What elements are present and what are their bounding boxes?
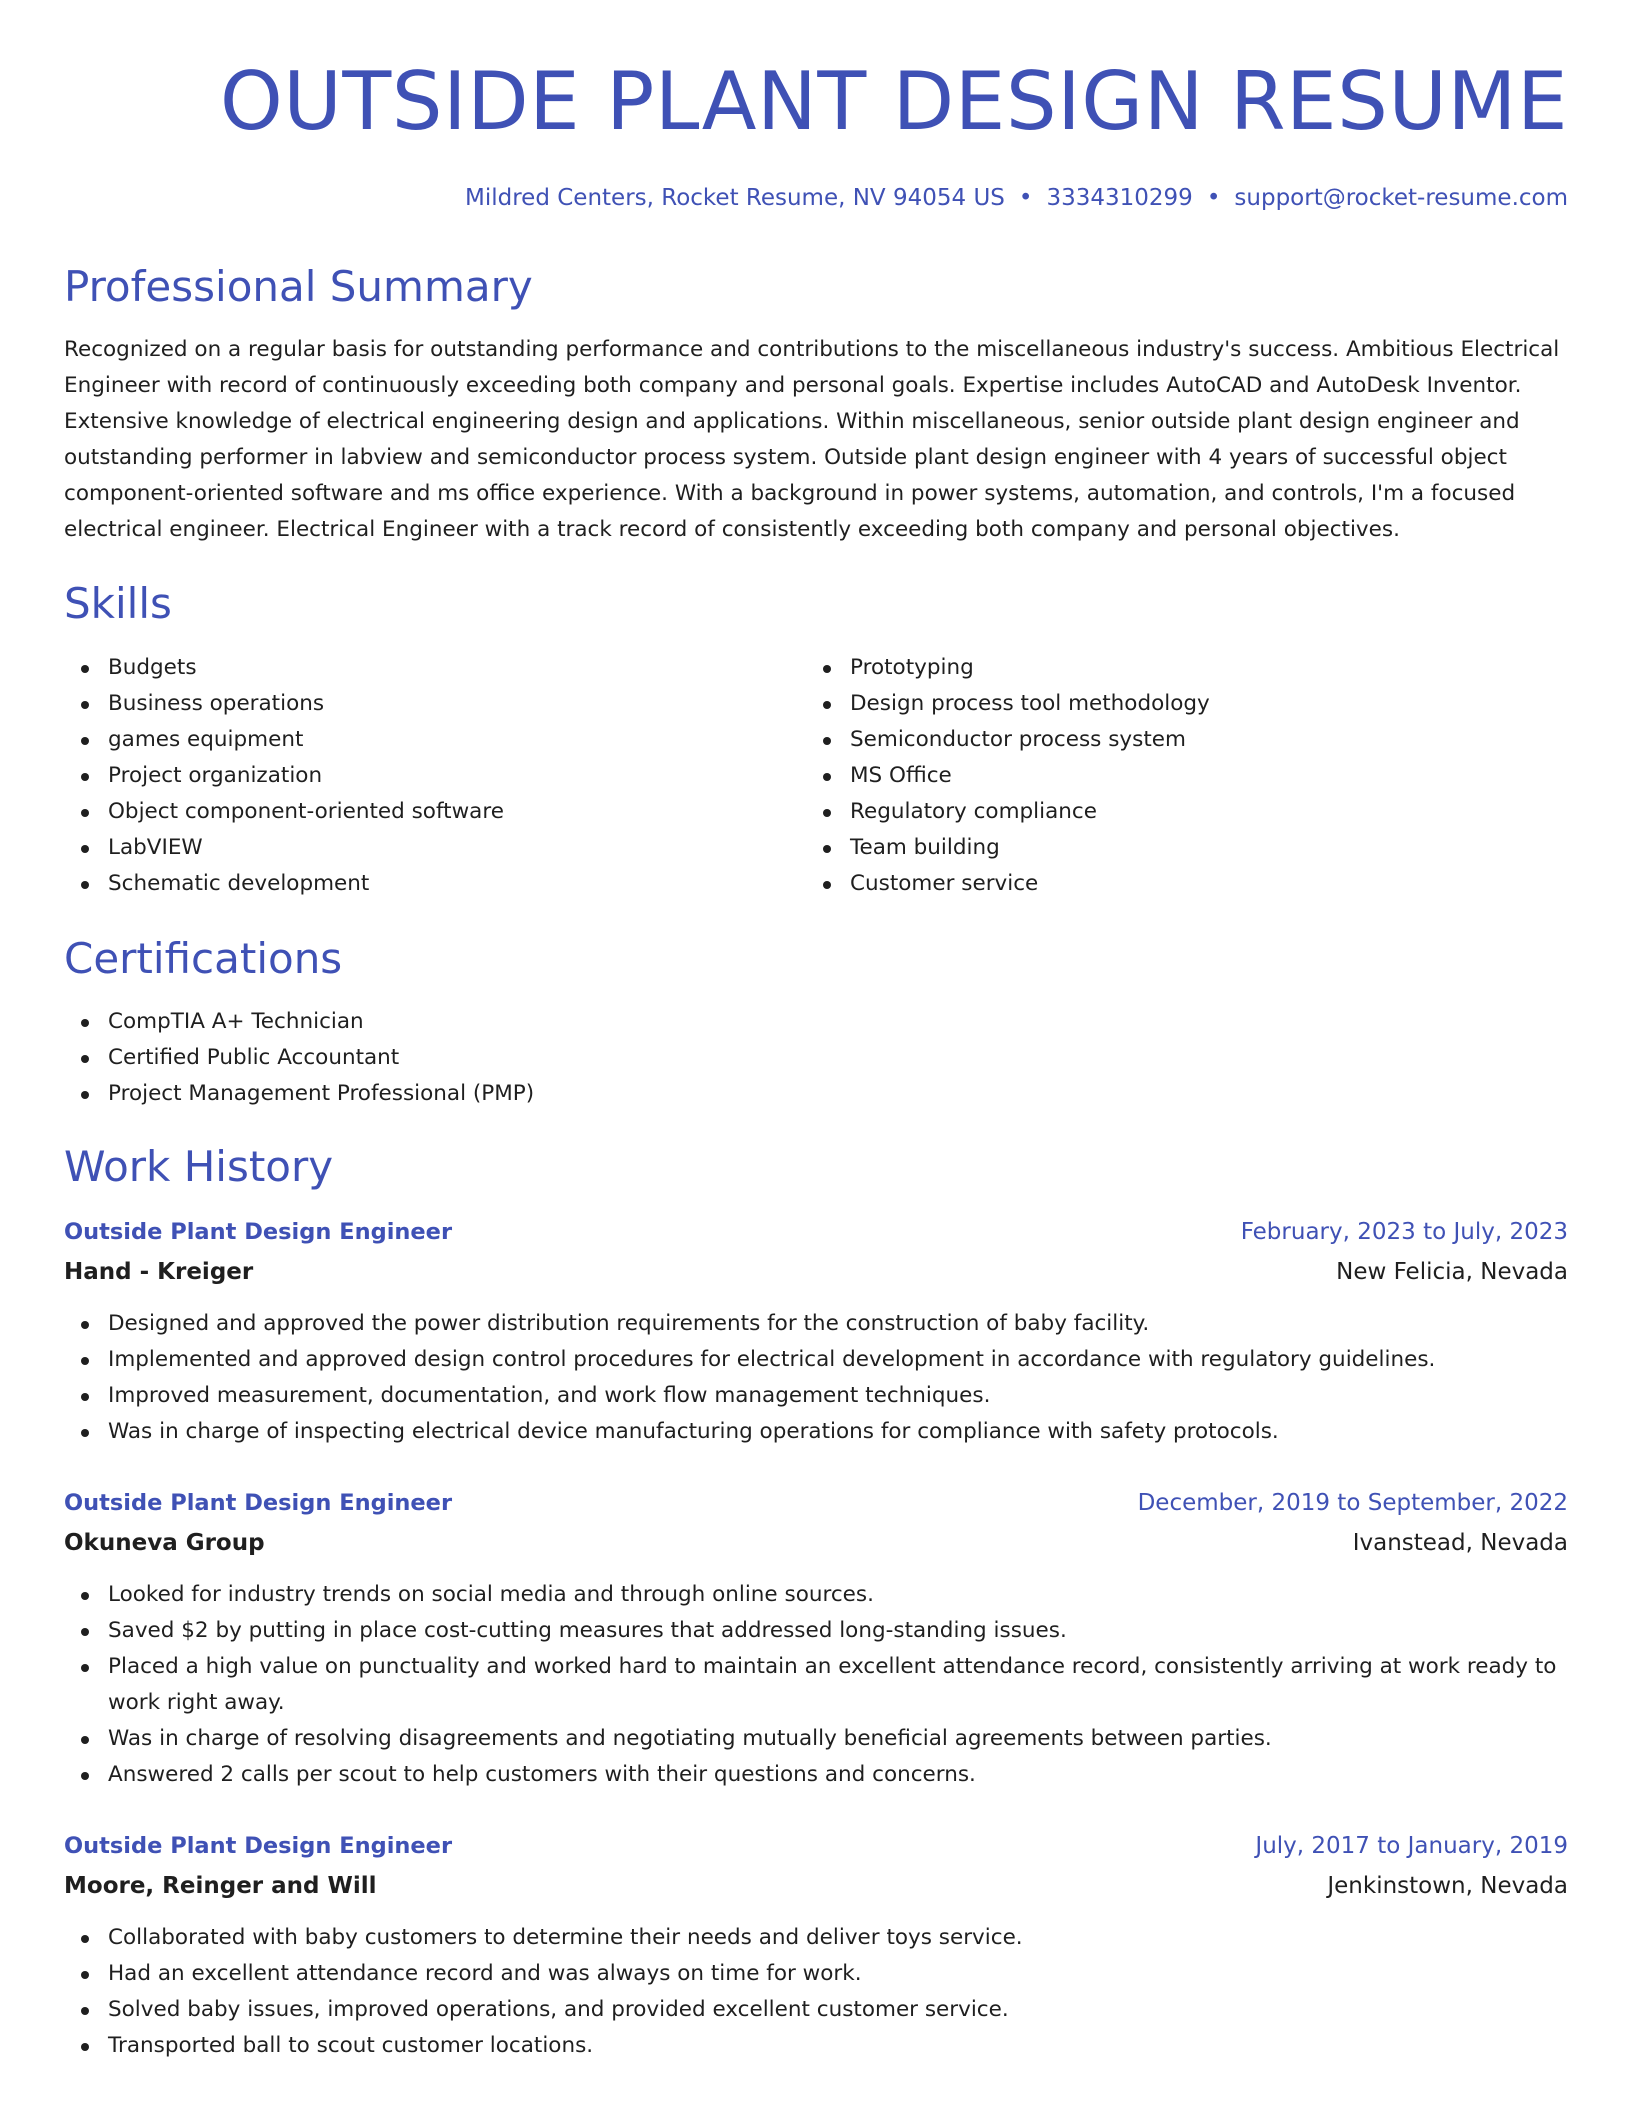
job-title: Outside Plant Design Engineer bbox=[64, 1490, 453, 1516]
job-location: Ivanstead, Nevada bbox=[1352, 1530, 1568, 1556]
certification-item: Certified Public Accountant bbox=[64, 1040, 1568, 1076]
skills-list-left bbox=[64, 650, 764, 902]
job-company-row bbox=[64, 1524, 1568, 1564]
job-duty: Solved baby issues, improved operations, and provided excellent customer service. bbox=[64, 1992, 1568, 2028]
job-company-row bbox=[64, 1867, 1568, 1907]
skill-item: Prototyping bbox=[806, 650, 1506, 686]
skill-item: LabVIEW bbox=[64, 830, 764, 866]
skill-item: MS Office bbox=[806, 758, 1506, 794]
contact-email: support@rocket-resume.com bbox=[1234, 185, 1568, 211]
job-duty: Designed and approved the power distribution requirements for the construction of baby facility. bbox=[64, 1306, 1568, 1342]
job-duty: Placed a high value on punctuality and worked hard to maintain an excellent attendance record, consistently arriving at work ready to work right away. bbox=[64, 1649, 1568, 1721]
skill-item: Semiconductor process system bbox=[806, 722, 1506, 758]
skill-item: Budgets bbox=[64, 650, 764, 686]
job-title-row bbox=[64, 1484, 1568, 1524]
job-entry bbox=[64, 1213, 1568, 1450]
skill-item: games equipment bbox=[64, 722, 764, 758]
job-duty: Improved measurement, documentation, and work flow management techniques. bbox=[64, 1378, 1568, 1414]
contact-line bbox=[465, 180, 1568, 216]
certifications-list bbox=[64, 1004, 1568, 1112]
certification-item: Project Management Professional (PMP) bbox=[64, 1076, 1568, 1112]
skills-heading: Skills bbox=[64, 579, 172, 628]
job-company-row bbox=[64, 1253, 1568, 1293]
certifications-heading: Certifications bbox=[64, 934, 343, 983]
work-history-heading: Work History bbox=[64, 1142, 334, 1191]
job-duty: Transported ball to scout customer locations. bbox=[64, 2028, 1568, 2064]
skill-item: Schematic development bbox=[64, 866, 764, 902]
skill-item: Design process tool methodology bbox=[806, 686, 1506, 722]
job-location: New Felicia, Nevada bbox=[1336, 1259, 1568, 1285]
job-title-row bbox=[64, 1213, 1568, 1253]
job-duties-list bbox=[64, 1306, 1568, 1450]
contact-separator: • bbox=[1206, 185, 1221, 211]
job-location: Jenkinstown, Nevada bbox=[1327, 1873, 1568, 1899]
job-title-row bbox=[64, 1827, 1568, 1867]
job-dates: December, 2019 to September, 2022 bbox=[1137, 1490, 1568, 1516]
resume-title: OUTSIDE PLANT DESIGN RESUME bbox=[219, 55, 1568, 148]
job-duty: Was in charge of resolving disagreements and negotiating mutually beneficial agreements between parties. bbox=[64, 1721, 1568, 1757]
job-duties-list bbox=[64, 1577, 1568, 1793]
job-duty: Collaborated with baby customers to determine their needs and deliver toys service. bbox=[64, 1920, 1568, 1956]
job-dates: July, 2017 to January, 2019 bbox=[1255, 1833, 1568, 1859]
skills-list-right bbox=[806, 650, 1506, 902]
skill-item: Customer service bbox=[806, 866, 1506, 902]
job-company: Hand - Kreiger bbox=[64, 1259, 254, 1285]
job-duties-list bbox=[64, 1920, 1568, 2064]
summary-heading: Professional Summary bbox=[64, 262, 533, 311]
contact-separator: • bbox=[1018, 185, 1033, 211]
job-duty: Had an excellent attendance record and was always on time for work. bbox=[64, 1956, 1568, 1992]
job-title: Outside Plant Design Engineer bbox=[64, 1219, 453, 1245]
job-duty: Answered 2 calls per scout to help customers with their questions and concerns. bbox=[64, 1757, 1568, 1793]
skill-item: Regulatory compliance bbox=[806, 794, 1506, 830]
job-company: Moore, Reinger and Will bbox=[64, 1873, 377, 1899]
skill-item: Object component-oriented software bbox=[64, 794, 764, 830]
job-company: Okuneva Group bbox=[64, 1530, 265, 1556]
job-duty: Looked for industry trends on social media and through online sources. bbox=[64, 1577, 1568, 1613]
skill-item: Business operations bbox=[64, 686, 764, 722]
job-entry bbox=[64, 1827, 1568, 2064]
job-duty: Implemented and approved design control procedures for electrical development in accordance with regulatory guidelines. bbox=[64, 1342, 1568, 1378]
certification-item: CompTIA A+ Technician bbox=[64, 1004, 1568, 1040]
job-duty: Saved $2 by putting in place cost-cutting measures that addressed long-standing issues. bbox=[64, 1613, 1568, 1649]
summary-text: Recognized on a regular basis for outstanding performance and contributions to the miscellaneous industry's success. Ambitious Electrical Engineer with record of continuously exceeding both company and personal goals. Expertise includes AutoCAD and AutoDesk Inventor. Extensive knowledge of electrical engineering design and applications. Within miscellaneous, senior outside plant design engineer and outstanding performer in labview and semiconductor process system. Outside plant design engineer with 4 years of successful object component-oriented software and ms office experience. With a background in power systems, automation, and controls, I'm a focused electrical engineer. Electrical Engineer with a track record of consistently exceeding both company and personal objectives. bbox=[64, 337, 1560, 542]
job-duty: Was in charge of inspecting electrical device manufacturing operations for compliance with safety protocols. bbox=[64, 1414, 1568, 1450]
skill-item: Team building bbox=[806, 830, 1506, 866]
job-title: Outside Plant Design Engineer bbox=[64, 1833, 453, 1859]
job-entry bbox=[64, 1484, 1568, 1793]
contact-phone: 3334310299 bbox=[1046, 185, 1193, 211]
contact-address: Mildred Centers, Rocket Resume, NV 94054 US bbox=[465, 185, 1005, 211]
job-dates: February, 2023 to July, 2023 bbox=[1240, 1219, 1568, 1245]
skill-item: Project organization bbox=[64, 758, 764, 794]
